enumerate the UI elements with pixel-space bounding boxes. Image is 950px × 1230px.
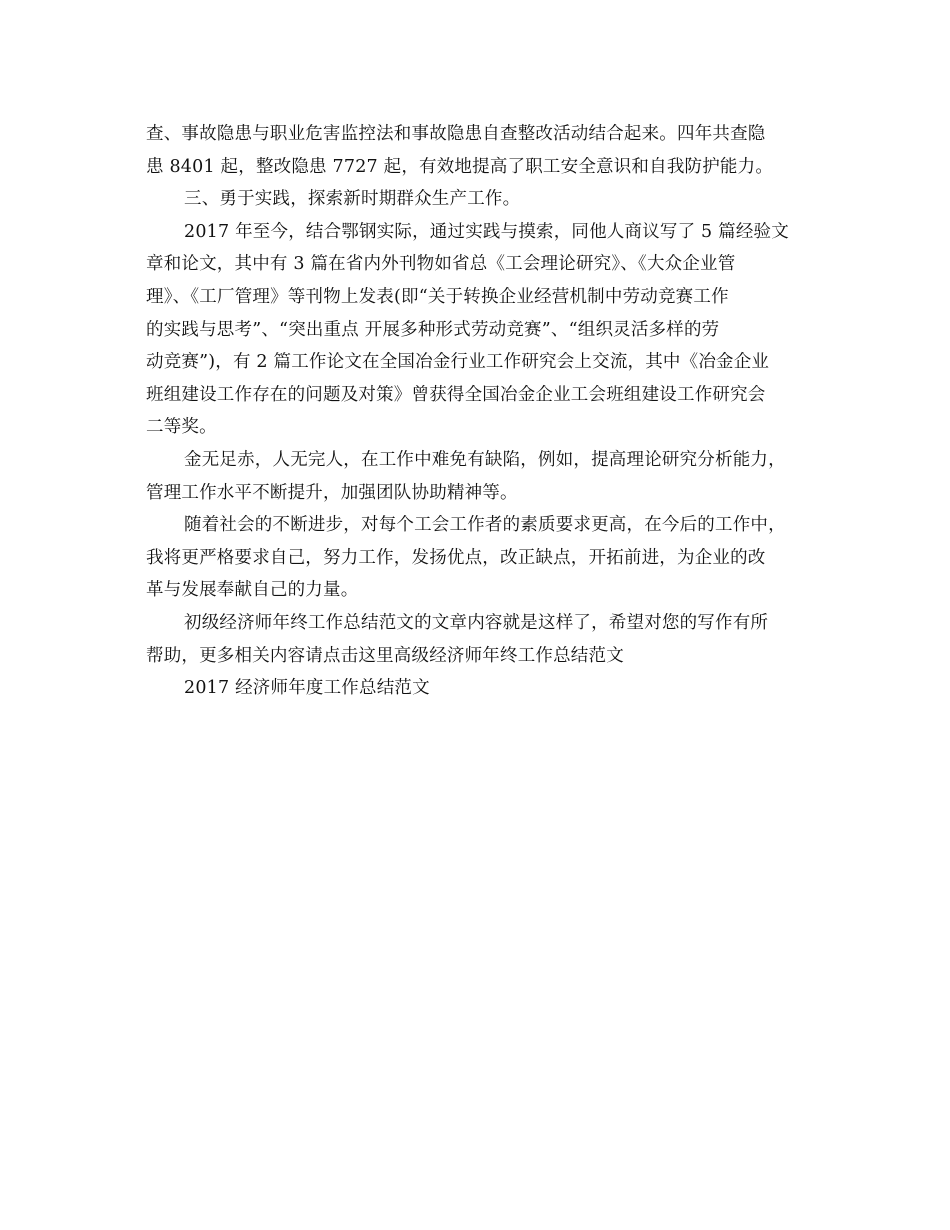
paragraph-line: 动竞赛”)，有 2 篇工作论文在全国冶金行业工作研究会上交流，其中《冶金企业 <box>146 352 770 373</box>
paragraph-line: 章和论文，其中有 3 篇在省内外刊物如省总《工会理论研究》、《大众企业管 <box>146 254 736 275</box>
paragraph-line: 理》、《工厂管理》等刊物上发表(即“关于转换企业经营机制中劳动竞赛工作 <box>146 286 729 307</box>
paragraph-line: 随着社会的不断进步，对每个工会工作者的素质要求更高，在今后的工作中， <box>184 515 786 536</box>
paragraph-line: 患 8401 起，整改隐患 7727 起，有效地提高了职工安全意识和自我防护能力。 <box>146 156 774 177</box>
document-body <box>146 118 806 705</box>
paragraph-line: 我将更严格要求自己，努力工作，发扬优点，改正缺点，开拓前进，为企业的改 <box>146 547 766 568</box>
paragraph-line: 初级经济师年终工作总结范文的文章内容就是这样了，希望对您的写作有所 <box>184 612 769 633</box>
paragraph-line: 2017 年至今，结合鄂钢实际，通过实践与摸索，同他人商议写了 5 篇经验文 <box>184 221 789 242</box>
paragraph-line: 革与发展奉献自己的力量。 <box>146 580 359 601</box>
paragraph-line: 二等奖。 <box>146 417 217 438</box>
paragraph-line: 帮助，更多相关内容请点击这里高级经济师年终工作总结范文 <box>146 645 624 666</box>
paragraph-line: 管理工作水平不断提升，加强团队协助精神等。 <box>146 482 518 503</box>
paragraph-line: 金无足赤，人无完人，在工作中难免有缺陷，例如，提高理论研究分析能力， <box>184 449 786 470</box>
section-heading: 三、勇于实践，探索新时期群众生产工作。 <box>184 189 521 210</box>
paragraph-line: 班组建设工作存在的问题及对策》曾获得全国冶金企业工会班组建设工作研究会 <box>146 384 766 405</box>
related-article-title: 2017 经济师年度工作总结范文 <box>184 678 430 699</box>
paragraph-line: 查、事故隐患与职业危害监控法和事故隐患自查整改活动结合起来。四年共查隐 <box>146 124 766 144</box>
paragraph-line: 的实践与思考”、“突出重点 开展多种形式劳动竞赛”、“组织灵活多样的劳 <box>146 319 720 340</box>
